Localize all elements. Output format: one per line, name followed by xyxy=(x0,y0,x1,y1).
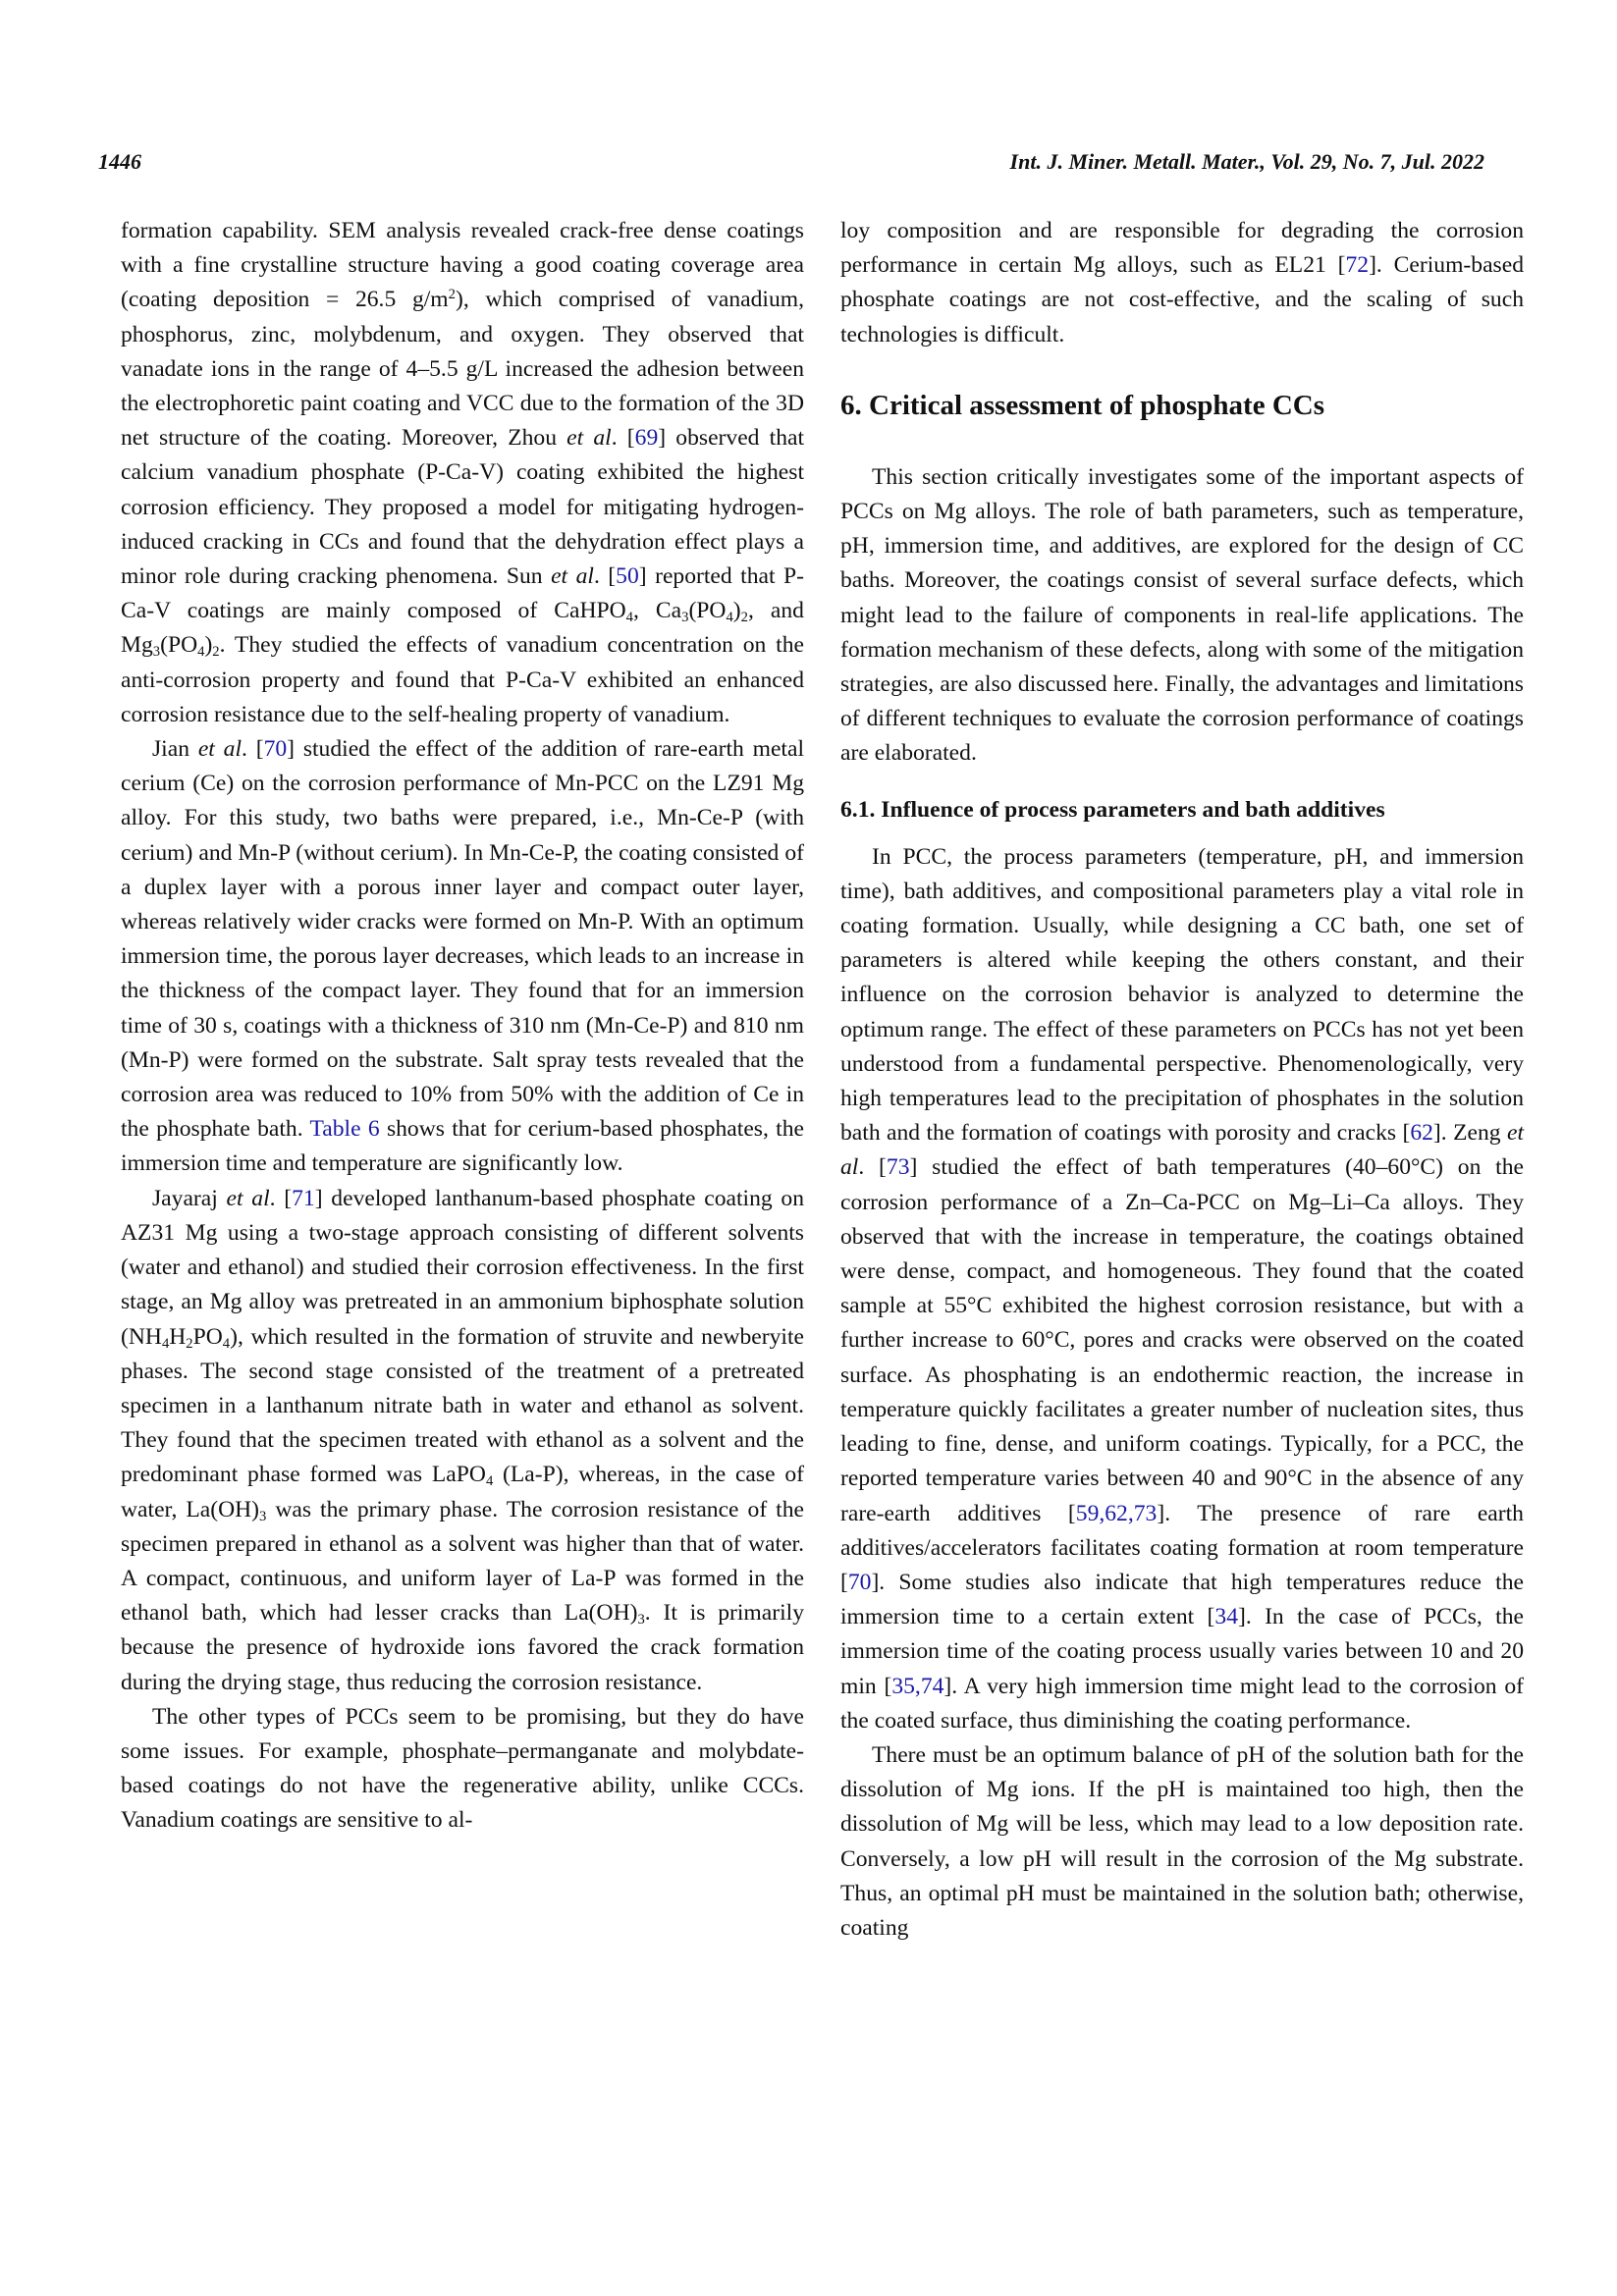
citation-link-71[interactable]: 71 xyxy=(292,1185,315,1211)
journal-citation: Int. J. Miner. Metall. Mater., Vol. 29, No. 7, Jul. 2022 xyxy=(1009,149,1484,174)
citation-link-62[interactable]: 62 xyxy=(1410,1120,1433,1147)
section-heading: 6. Critical assessment of phosphate CCs xyxy=(840,389,1324,421)
right-column xyxy=(840,214,1524,1946)
paragraph-vanadium-coatings: formation capability. SEM analysis revealed crack-free dense coatings with a fine crystalline structure having a good coating coverage area (coating deposition = 26.5 $g/m^2$), which comprised of vanadium, phosphorus, zinc, molybdenum, and oxygen. They observed that vanadate ions in the range of 4–5.5 g/L increased the adhesion between the electrophoretic paint coating and VCC due to the formation of the 3D net structure of the coating. Moreover, Zhou et al. [69] observed that calcium vanadium phosphate (P-Ca-V) coating exhibited the highest corrosion efficiency. They proposed a model for mitigating hydrogen-induced cracking in CCs and found that the dehydration effect plays a minor role during cracking phenomena. Sun et al. [50] reported that P-Ca-V coatings are mainly composed of CaHPO$_4$, $Ca_3(PO_4)_2$, and $Mg_3(PO_4)_2$. They studied the effects of vanadium concentration on the anti-corrosion property and found that P-Ca-V exhibited an enhanced corrosion resistance due to the self-healing property of vanadium. xyxy=(121,218,805,727)
citation-link-73[interactable]: 73 xyxy=(886,1154,910,1181)
running-header xyxy=(98,149,1484,175)
paragraph-section-intro: This section critically investigates some of the important aspects of PCCs on Mg alloys. The role of bath parameters, such as temperature, pH, immersion time, and additives, are explored for the design of CC baths. Moreover, the coatings consist of several surface defects, which might lead to the failure of components in real-life applications. The formation mechanism of these defects, along with some of the mitigation strategies, are also discussed here. Finally, the advantages and limitations of different techniques to evaluate the corrosion performance of coatings are elaborated. xyxy=(840,463,1524,767)
left-column xyxy=(121,214,804,1839)
subsection-heading: 6.1. Influence of process parameters and bath additives xyxy=(840,796,1385,823)
table-6-link[interactable]: Table 6 xyxy=(309,1116,380,1143)
citation-link-70[interactable]: 70 xyxy=(263,736,288,763)
page-number: 1446 xyxy=(98,149,141,174)
citation-link-59-62-73[interactable]: 59,62,73 xyxy=(1075,1500,1158,1526)
paragraph-process-parameters: In PCC, the process parameters (temperature, pH, and immersion time), bath additives, and compositional parameters play a vital role in coating formation. Usually, while designing a CC bath, one set of parameters is altered while keeping the others constant, and their influence on the corrosion behavior is analyzed to determine the optimum range. The effect of these parameters on PCCs has not yet been understood from a fundamental perspective. Phenomenologically, very high temperatures lead to the precipitation of phosphates in the solution bath and the formation of coatings with porosity and cracks [62]. Zeng et al. [73] studied the effect of bath temperatures (40–60°C) on the corrosion performance of a Zn–Ca-PCC on Mg–Li–Ca alloys. They observed that with the increase in temperature, the coatings obtained were dense, compact, and homogeneous. They found that the coated sample at 55°C exhibited the highest corrosion resistance, but with a further increase to 60°C, pores and cracks were observed on the coated surface. As phosphating is an endothermic reaction, the increase in temperature quickly facilitates a greater number of nucleation sites, thus leading to fine, dense, and uniform coatings. Typically, for a PCC, the reported temperature varies between 40 and 90°C in the absence of any rare-earth additives [59,62,73]. The presence of rare earth additives/accelerators facilitates coating formation at room temperature [70]. Some studies also indicate that high temperatures reduce the immersion time to a certain extent [34]. In the case of PCCs, the immersion time of the coating process usually varies between 10 and 20 min [35,74]. A very high immersion time might lead to the corrosion of the coated surface, thus diminishing the coating performance. xyxy=(840,843,1524,1734)
citation-link-72[interactable]: 72 xyxy=(1345,252,1370,279)
citation-link-50[interactable]: 50 xyxy=(616,563,639,590)
paragraph-ph-balance: There must be an optimum balance of pH of the solution bath for the dissolution of Mg ions. If the pH is maintained too high, then the dissolution of Mg will be less, which may lead to a low deposition rate. Conversely, a low pH will result in the corrosion of the Mg substrate. Thus, an optimal pH must be maintained in the solution bath; otherwise, coating xyxy=(840,1741,1524,1941)
citation-link-35-74[interactable]: 35,74 xyxy=(891,1673,944,1699)
paragraph-cerium-mn-pcc: Jian et al. [70] studied the effect of the addition of rare-earth metal cerium (Ce) on the corrosion performance of Mn-PCC on the LZ91 Mg alloy. For this study, two baths were prepared, i.e., Mn-Ce-P (with cerium) and Mn-P (without cerium). In Mn-Ce-P, the coating consisted of a duplex layer with a porous inner layer and compact outer layer, whereas relatively wider cracks were formed on Mn-P. With an optimum immersion time, the porous layer decreases, which leads to an increase in the thickness of the compact layer. They found that for an immersion time of 30 s, coatings with a thickness of 310 nm (Mn-Ce-P) and 810 nm (Mn-P) were formed on the substrate. Salt spray tests revealed that the corrosion area was reduced to 10% from 50% with the addition of Ce in the phosphate bath. Table 6 shows that for cerium-based phosphates, the immersion time and temperature are significantly low. xyxy=(121,736,804,1177)
citation-link-34[interactable]: 34 xyxy=(1214,1604,1238,1630)
paragraph-lanthanum-phosphate: Jayaraj et al. [71] developed lanthanum-based phosphate coating on AZ31 Mg using a two-stage approach consisting of different solvents (water and ethanol) and studied their corrosion effectiveness. In the first stage, an Mg alloy was pretreated in an ammonium biphosphate solution $(NH_4H_2PO_4)$, which resulted in the formation of struvite and newberyite phases. The second stage consisted of the treatment of a pretreated specimen in a lanthanum nitrate bath in water and ethanol as solvent. They found that the specimen treated with ethanol as a solvent and the predominant phase formed was LaPO$_4$ (La-P), whereas, in the case of water, $La(OH)_3$ was the primary phase. The corrosion resistance of the specimen prepared in ethanol as a solvent was higher than that of water. A compact, continuous, and uniform layer of La-P was formed in the ethanol bath, which had lesser cracks than $La(OH)_3$. It is primarily because the presence of hydroxide ions favored the crack formation during the drying stage, thus reducing the corrosion resistance. xyxy=(121,1185,805,1695)
paragraph-other-pccs: The other types of PCCs seem to be promising, but they do have some issues. For example, phosphate–permanganate and molybdate-based coatings do not have the regenerative ability, unlike CCCs. Vanadium coatings are sensitive to al- xyxy=(121,1703,804,1834)
citation-link-70b[interactable]: 70 xyxy=(847,1569,872,1595)
citation-link-69[interactable]: 69 xyxy=(634,425,659,452)
paragraph-continuation: loy composition and are responsible for degrading the corrosion performance in certain Mg alloys, such as EL21 [72]. Cerium-based phosphate coatings are not cost-effective, and the scaling of such technologies is difficult. xyxy=(840,218,1524,347)
